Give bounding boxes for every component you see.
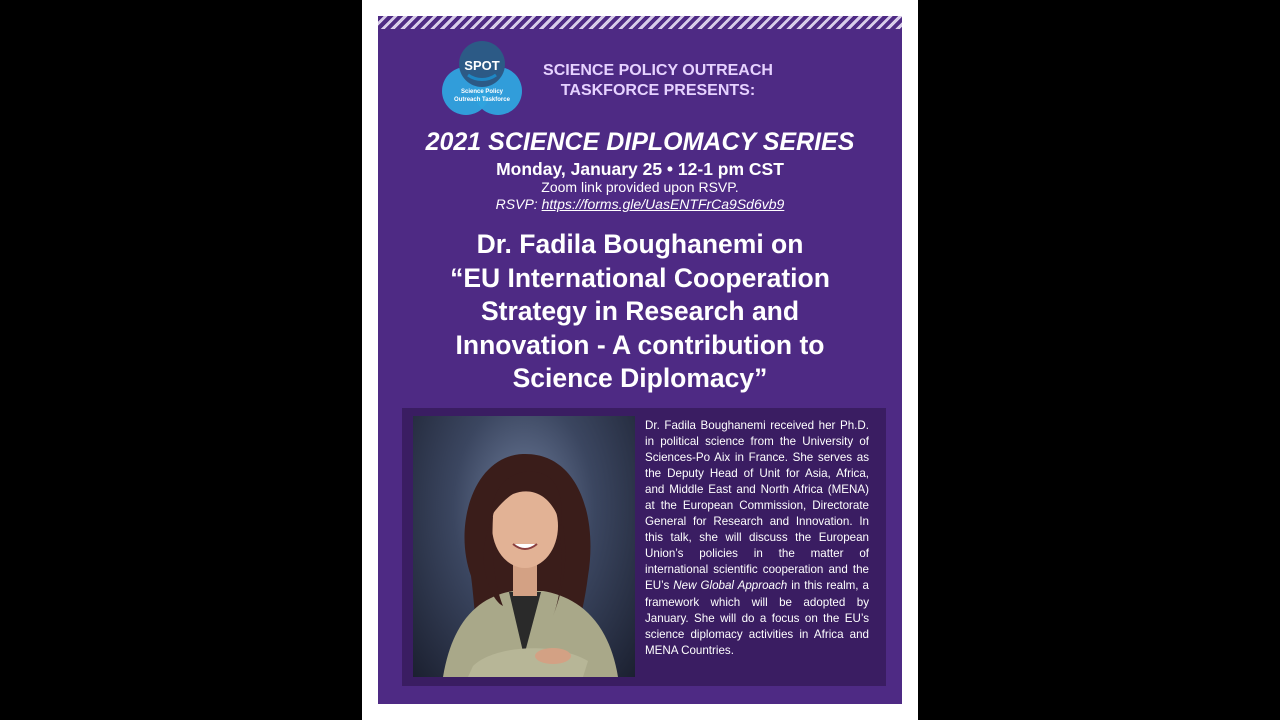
- speaker-portrait-illustration: [413, 416, 635, 677]
- zoom-note: Zoom link provided upon RSVP.: [541, 179, 739, 195]
- speaker-bio-box: [402, 408, 886, 686]
- presents-line-2: TASKFORCE PRESENTS:: [560, 82, 756, 99]
- event-flyer: [378, 16, 902, 704]
- talk-title-line: Dr. Fadila Boughanemi on: [476, 229, 804, 259]
- talk-title: [398, 228, 882, 396]
- talk-title-line: Science Diplomacy”: [512, 363, 768, 394]
- logo-name-line1: Science Policy: [460, 89, 504, 95]
- rsvp-line: [378, 196, 902, 213]
- logo-abbr: SPOT: [464, 58, 500, 73]
- talk-title-line: “EU International Cooperation: [450, 262, 830, 293]
- document-page: [362, 0, 918, 720]
- series-title: 2021 SCIENCE DIPLOMACY SERIES: [425, 128, 855, 156]
- bio-text-part1: Dr. Fadila Boughanemi received her Ph.D. in political science from the University of Sciences-Po Aix in France. She serves as the Deputy Head of Unit for Asia, Africa, and Middle East and North Africa (MENA) at the European Commission, Directorate General for Research and Innovation. In this talk, she will discuss the European Union’s policies in the matter of international scientific cooperation and the EU’s: [645, 419, 869, 593]
- talk-title-line: Strategy in Research and: [480, 296, 800, 327]
- decorative-stripe: [378, 16, 902, 29]
- spot-logo: [442, 41, 522, 116]
- logo-name-line2: Outreach Taskforce: [454, 97, 510, 103]
- presents-line-1: SCIENCE POLICY OUTREACH: [543, 62, 773, 79]
- bio-text-italic: New Global Approach: [673, 579, 788, 593]
- speaker-bio: [645, 418, 869, 659]
- rsvp-label: RSVP:: [495, 196, 538, 212]
- rsvp-link[interactable]: https://forms.gle/UasENTFrCa9Sd6vb9: [541, 196, 785, 212]
- talk-title-line: Innovation - A contribution to: [455, 329, 825, 360]
- presenter-heading: [528, 61, 788, 101]
- bio-text-part2: in this realm, a framework which will be adopted by January. She will do a focus on the EU’s science diplomacy activities in Africa and MENA Countries.: [645, 579, 869, 657]
- speaker-photo: [413, 416, 635, 677]
- event-date: Monday, January 25 • 12-1 pm CST: [496, 159, 784, 179]
